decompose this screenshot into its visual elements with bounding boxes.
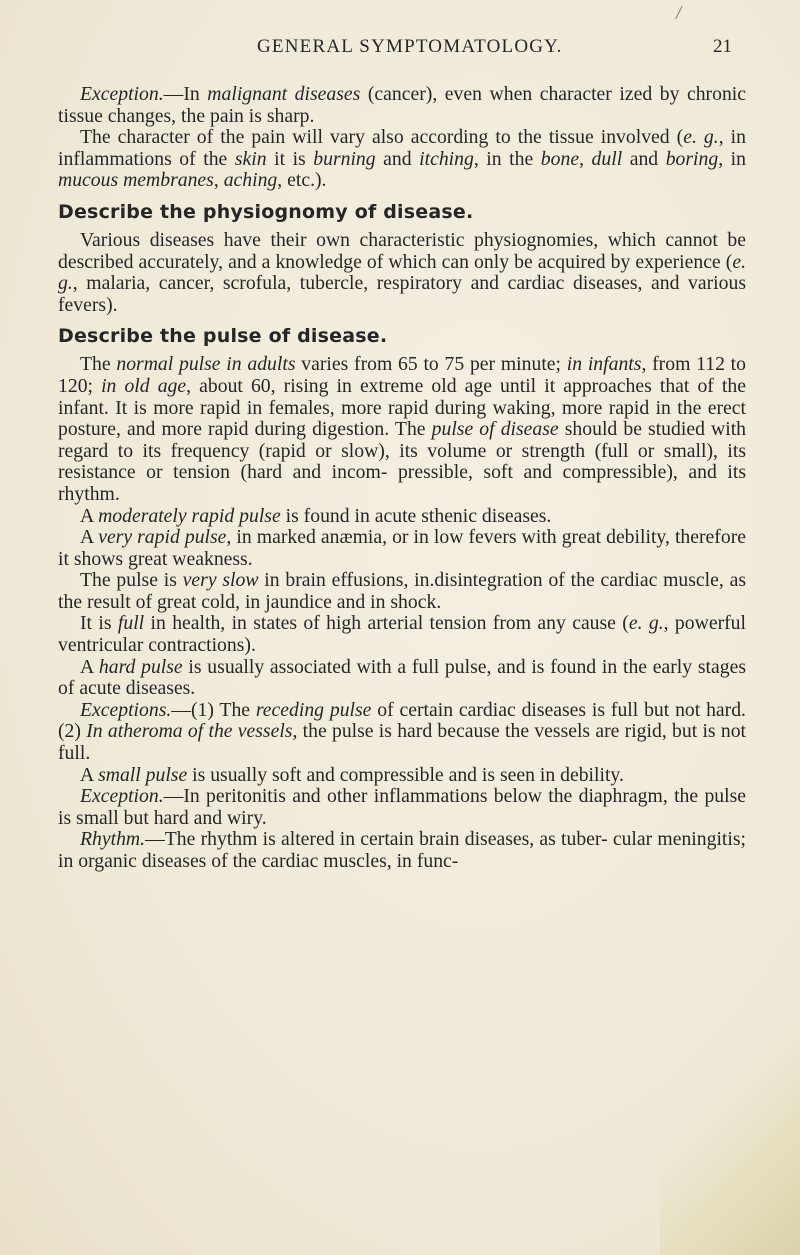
page-number: 21 <box>713 36 732 57</box>
paragraph-pain-character <box>58 127 746 192</box>
emphasis: in old age <box>101 374 187 397</box>
body-text <box>58 84 746 873</box>
emphasis: e. g. <box>683 126 719 149</box>
text-run: , the pulse is hard because the vessels are rigid, but is not full. <box>58 720 747 765</box>
emphasis: very rapid pulse <box>98 526 227 549</box>
emphasis: in infants <box>566 353 642 376</box>
paragraph-exceptions <box>58 700 746 765</box>
text-run: A <box>80 763 99 786</box>
paragraph-small-pulse <box>58 765 746 787</box>
text-run: it is <box>266 147 314 170</box>
emphasis: Exception. <box>80 785 164 808</box>
heading-physiognomy: Describe the physiognomy of disease. <box>58 200 474 223</box>
emphasis: Exception. <box>80 83 164 105</box>
text-run: The character of the pain will vary also according to the tissue involved ( <box>80 126 684 149</box>
text-run: , from 112 to 120; <box>58 353 746 397</box>
heading-pulse: Describe the pulse of disease. <box>58 325 388 348</box>
text-run: —In peritonitis and other inflammations below the diaphragm, the pulse is small but hard and wiry. <box>58 785 746 829</box>
emphasis: malignant diseases <box>207 83 361 105</box>
emphasis: e. g. <box>58 250 746 295</box>
paragraph-hard-pulse <box>58 657 746 700</box>
text-run: The pulse is <box>80 569 183 592</box>
text-run: of certain cardiac diseases is full but not hard. (2) <box>58 698 746 743</box>
text-run: is usually associated with a full pulse, and is found in the early stages of acute diseases. <box>58 655 746 700</box>
text-run: Various diseases have their own characteristic physiognomies, which cannot be described accurately, and a knowledge of which can only be acquired by experience ( <box>58 228 746 273</box>
text-run: A <box>80 526 99 549</box>
paragraph-normal-pulse <box>58 354 746 505</box>
emphasis: normal pulse in adults <box>116 353 296 376</box>
paragraph-physiognomy <box>58 230 746 316</box>
text-run: in brain effusions, in.disintegration of the cardiac muscle, as the result of great cold, in jaundice and in shock. <box>58 569 746 613</box>
emphasis: burning <box>313 147 376 170</box>
text-run: in health, in states of high arterial tension from any cause ( <box>144 612 629 635</box>
text-run: , powerful ventricular contractions). <box>58 612 746 657</box>
emphasis: mucous membranes <box>58 169 214 192</box>
emphasis: In atheroma of the vessels <box>86 720 293 743</box>
text-run: , etc.). <box>277 169 327 192</box>
emphasis: aching <box>223 169 278 192</box>
text-run: is found in acute sthenic diseases. <box>280 504 552 527</box>
emphasis: bone <box>540 147 580 170</box>
emphasis: very slow <box>182 569 259 592</box>
text-run: , <box>579 147 592 170</box>
paragraph-rhythm <box>58 829 746 872</box>
running-head <box>0 36 800 66</box>
emphasis: Rhythm. <box>80 828 146 851</box>
text-run: (cancer), even when character ized by chronic tissue changes, the pain is sharp. <box>58 83 746 127</box>
text-run: —The rhythm is altered in certain brain diseases, as tuber- cular meningitis; in organic diseases of the cardiac muscles, in func- <box>58 828 746 872</box>
pencil-mark: / <box>674 1 684 25</box>
text-run: should be studied with regard to its frequency (rapid or slow), its volume or strength (full or small), its resistance or tension (hard and incom- pressible, soft and compressible), and its rhythm. <box>58 418 747 505</box>
emphasis: boring <box>665 147 719 170</box>
running-title: GENERAL SYMPTOMATOLOGY. <box>257 36 563 57</box>
emphasis: full <box>117 612 145 635</box>
text-run: The <box>80 353 117 376</box>
paragraph-very-slow <box>58 570 746 613</box>
text-run: and <box>622 147 666 170</box>
text-run: , in <box>718 147 747 170</box>
emphasis: skin <box>234 147 267 170</box>
emphasis: small pulse <box>98 763 188 786</box>
page-stain <box>660 995 800 1255</box>
text-run: , in marked anæmia, or in low fevers with great debility, therefore it shows great weakness. <box>58 526 746 570</box>
text-run: is usually soft and compressible and is seen in debility. <box>187 763 624 786</box>
paragraph-full-pulse <box>58 613 746 656</box>
emphasis: e. g. <box>628 612 664 635</box>
emphasis: receding pulse <box>255 698 372 721</box>
text-run: It is <box>80 612 118 635</box>
emphasis: moderately rapid pulse <box>98 504 281 527</box>
emphasis: itching <box>419 147 474 170</box>
text-run: —(1) The <box>171 698 256 721</box>
text-run: A <box>80 655 99 678</box>
paragraph-moderately-rapid <box>58 506 746 528</box>
emphasis: Exceptions. <box>80 698 172 721</box>
text-run: , <box>213 169 224 192</box>
paragraph-exception-peritonitis <box>58 786 746 829</box>
text-run: and <box>375 147 420 170</box>
text-run: , in inflammations of the <box>58 126 746 170</box>
emphasis: pulse of disease <box>431 418 559 441</box>
text-run: —In <box>163 83 208 105</box>
paragraph-exception-malignant <box>58 84 746 127</box>
text-run: , about 60, rising in extreme old age until it approaches that of the infant. It is more rapid in females, more rapid during waking, more rapid in the erect posture, and more rapid during digestion. The <box>58 374 746 441</box>
text-run: , malaria, cancer, scrofula, tubercle, respiratory and cardiac diseases, and various fevers). <box>58 272 746 316</box>
text-run: , in the <box>473 147 541 170</box>
text-run: A <box>80 504 99 527</box>
emphasis: hard pulse <box>98 655 183 678</box>
paragraph-very-rapid <box>58 527 746 570</box>
emphasis: dull <box>591 147 623 170</box>
text-run: varies from 65 to 75 per minute; <box>295 353 567 376</box>
